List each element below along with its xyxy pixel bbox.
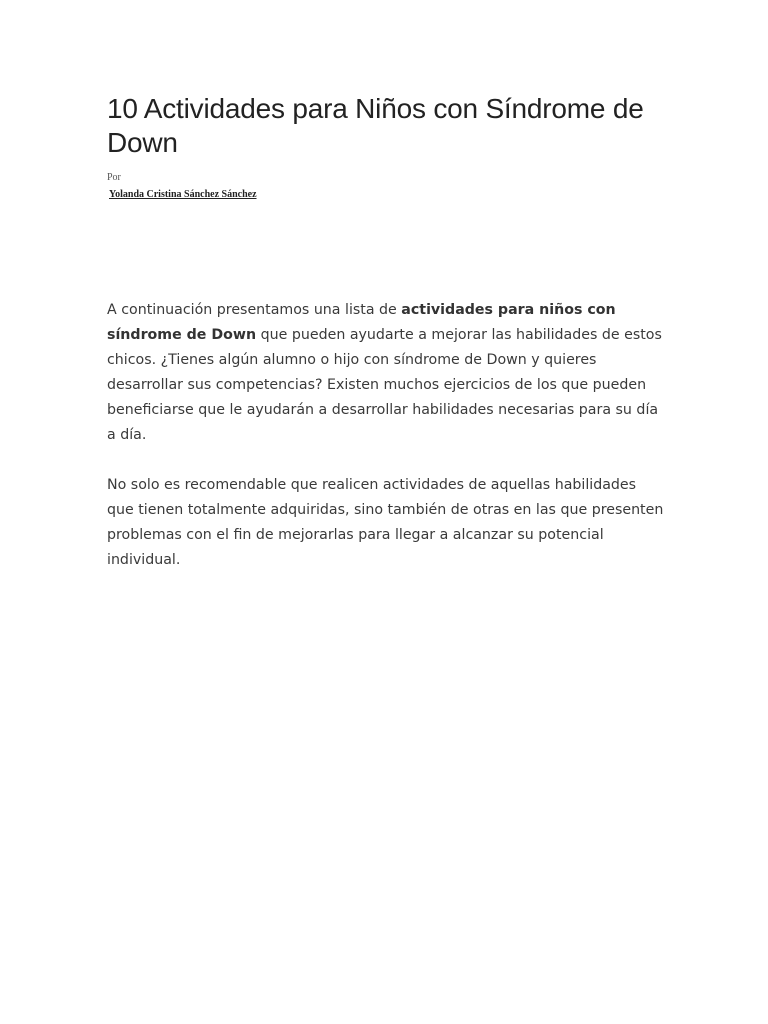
article-body (107, 298, 667, 598)
author-link[interactable]: Yolanda Cristina Sánchez Sánchez (109, 189, 257, 200)
article-header (107, 92, 667, 202)
paragraph-intro-rest: que pueden ayudarte a mejorar las habilidades de estos chicos. ¿Tienes algún alumno o hijo con síndrome de Down y quieres desarrollar sus competencias? Existen muchos ejercicios de los que pueden beneficiarse que le ayudarán a desarrollar habilidades necesarias para su día a día. (107, 327, 662, 443)
paragraph-intro-bold: actividades para niños con síndrome de Down (107, 302, 616, 343)
by-label: Por (107, 172, 121, 183)
paragraph-second: No solo es recomendable que realicen actividades de aquellas habilidades que tienen totalmente adquiridas, sino también de otras en las que presenten problemas con el fin de mejorarlas para llegar a alcanzar su potencial individual. (107, 477, 664, 568)
paragraph-intro-start: A continuación presentamos una lista de (107, 302, 402, 318)
article-title: 10 Actividades para Niños con Síndrome de Down (107, 93, 644, 158)
paragraph-intro (107, 298, 667, 448)
